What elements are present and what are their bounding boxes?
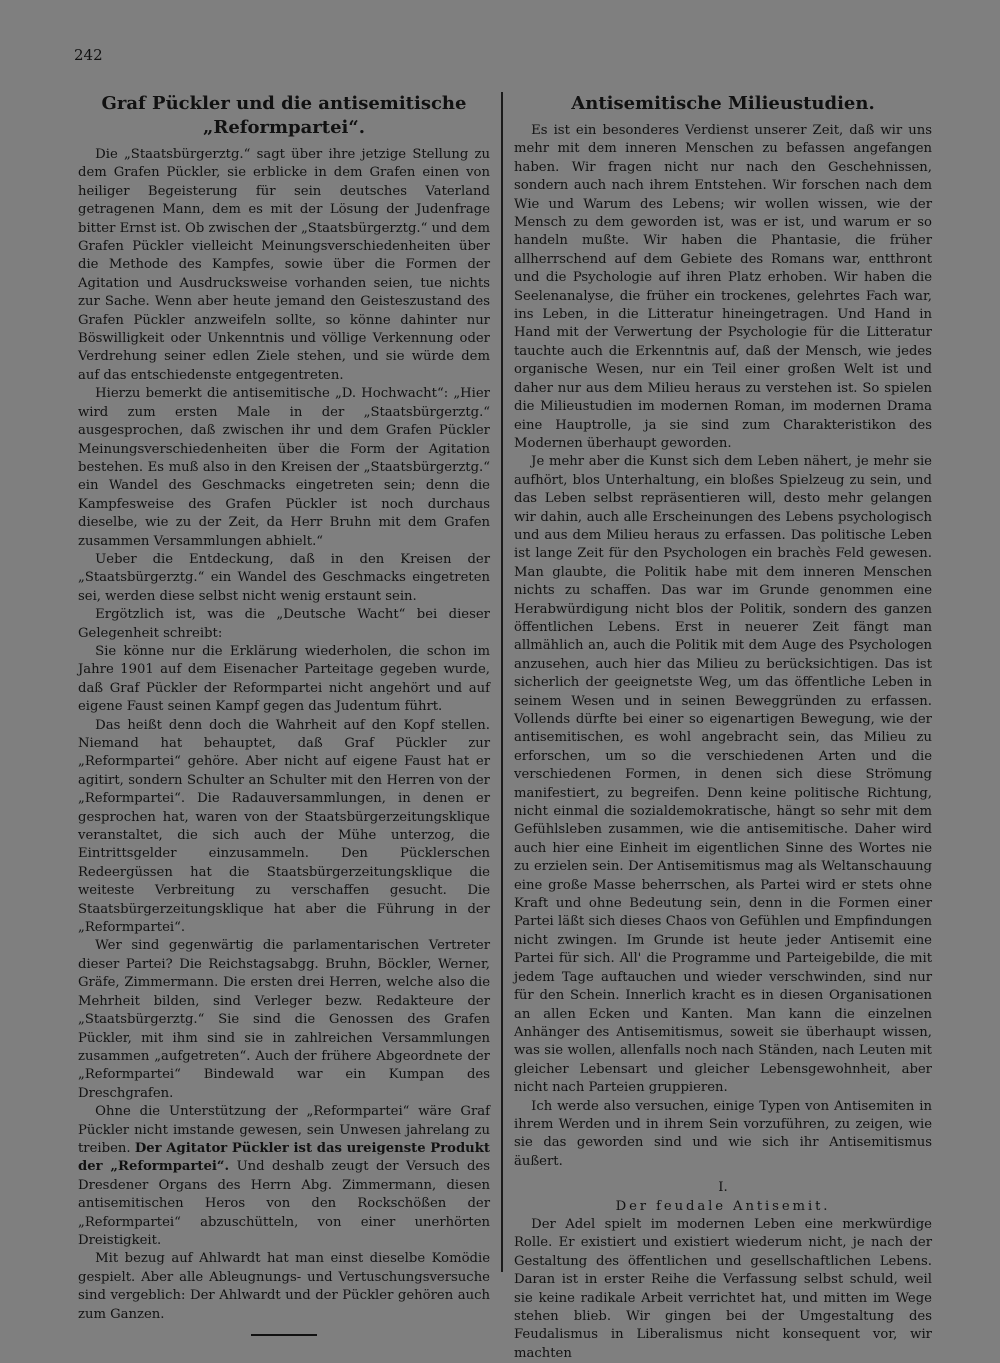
paragraph: Mit bezug auf Ahlwardt hat man einst dieselbe Komödie gespielt. Aber alle Ableugnungs- und Vertuschungsversuche sind vergeblich: Der Ahlwardt und der Pückler gehören auch zum Ganzen. bbox=[78, 1251, 490, 1322]
column-divider bbox=[501, 92, 503, 1272]
right-article-title: Antisemitische Milieustudien. bbox=[571, 93, 875, 114]
paragraph-text: Ohne die Unterstützung der „Reformpartei“ wäre Graf Pückler nicht imstande gewesen, sein Unwesen jahrelang zu treiben. bbox=[78, 1104, 490, 1156]
paragraph: Die „Staatsbürgerztg.“ sagt über ihre jetzige Stellung zu dem Grafen Pückler, sie erblicke in dem Grafen einen von heiliger Begeisterung für sein deutsches Vaterland getragenen Mann, dem es mit der Lösung der Judenfrage bitter Ernst ist. Ob zwischen der „Staatsbürgerztg.“ und dem Grafen Pückler vielleicht Meinungsverschiedenheiten über die Methode des Kampfes, sowie über die Formen der Agitation und Ausdrucksweise vorhanden seien, tue nichts zur Sache. Wenn aber heute jemand den Geisteszustand des Grafen Pückler anzweifeln sollte, so könne dahinter nur Böswilligkeit oder Unkenntnis und völlige Verkennung oder Verdrehung seiner edlen Ziele stehen, und sie würde dem auf das entschiedenste entgegentreten. bbox=[78, 147, 490, 383]
left-title-line-2: „Reformpartei“. bbox=[203, 117, 365, 138]
paragraph: Je mehr aber die Kunst sich dem Leben nähert, je mehr sie aufhört, blos Unterhaltung, ein bloßes Spielzeug zu sein, und das Leben selbst repräsentieren will, desto mehr gelangen wir dahin, auch alle Erscheinungen des Lebens psychologisch und aus dem Milieu heraus zu erfassen. Das politische Leben ist lange Zeit für den Psychologen ein brachès Feld gewesen. Man glaubte, die Politik habe mit dem inneren Menschen nichts zu schaffen. Das war im Grunde genommen eine Herabwürdigung nicht blos der Politik, sondern des ganzen öffentlichen Lebens. Erst in neuerer Zeit fängt man allmählich an, auch die Politik mit dem Auge des Psychologen anzusehen, auch hier das Milieu zu berücksichtigen. Das ist sicherlich der geeignetste Weg, um das öffentliche Leben in seinem Wesen und in seinen Beweggründen zu erfassen. Vollends dürfte bei einer so eigenartigen Bewegung, wie der antisemitischen, es wohl angebracht sein, das Milieu zu erforschen, um so die verschiedenen Arten und die verschiedenen Formen, in denen sich diese Strömung manifestiert, zu begreifen. Denn keine politische Richtung, nicht einmal die sozialdemokratische, hängt so sehr mit dem Gefühlsleben zusammen, wie die antisemitische. Daher wird auch hier eine Einheit im eigentlichen Sinne des Wortes nie zu erzielen sein. Der Antisemitismus mag als Weltanschauung eine große Masse beherrschen, als Partei wird er stets ohne Kraft und ohne Bedeutung sein, denn in die Formen einer Partei läßt sich dieses Chaos von Gefühlen und Empfindungen nicht zwingen. Im Grunde ist heute jeder Antisemit eine Partei für sich. All' die Programme und Parteigebilde, die mit jedem Tage auftauchen und wieder verschwinden, sind nur für den Schein. Innerlich kracht es in diesen Organisationen an allen Ecken und Kanten. Man kann die einzelnen Anhänger des Antisemitismus, soweit sie überhaupt wissen, was sie wollen, allenfalls noch nach Ständen, nach Leuten mit gleicher Lebensart und gleicher Lebensgewohnheit, aber nicht nach Parteien gruppieren. bbox=[514, 454, 932, 1096]
paragraph: Sie könne nur die Erklärung wiederholen, die schon im Jahre 1901 auf dem Eisenacher Parteitage gegeben wurde, daß Graf Pückler der Reformpartei nicht angehört und auf eigene Faust seinen Kampf gegen das Judentum führt. bbox=[78, 643, 490, 715]
right-column bbox=[514, 92, 932, 1363]
emphasized-statement: Der Agitator Pückler ist das ureigenste Produkt der „Reformpartei“. bbox=[78, 1140, 490, 1175]
paragraph: Es ist ein besonderes Verdienst unserer Zeit, daß wir uns mehr mit dem inneren Menschen zu befassen angefangen haben. Wir fragen nicht nur nach den Geschehnissen, sondern auch nach ihrem Entstehen. Wir forschen nach dem Wie und Warum des Lebens; wir wollen wissen, wie der Mensch zu dem geworden ist, was er ist, und warum er so handeln mußte. Wir haben die Phantasie, die früher allherrschend auf dem Gebiete des Romans war, entthront und die Psychologie auf ihren Platz erhoben. Wir haben die Seelenanalyse, die früher ein trockenes, gelehrtes Fach war, ins Leben, in die Litteratur hineingetragen. Und Hand in Hand mit der Verwertung der Psychologie für die Litteratur tauchte auch die Erkenntnis auf, daß der Mensch, wie jedes organische Wesen, nur ein Teil einer großen Welt ist und daher nur aus dem Milieu heraus zu verstehen ist. So spielen die Milieustudien im modernen Roman, im modernen Drama eine Hauptrolle, ja sie sind zum Charakteristikon des Modernen überhaupt geworden. bbox=[514, 123, 932, 451]
left-article-title bbox=[78, 92, 490, 140]
page-number: 242 bbox=[74, 46, 103, 64]
paragraph: Hierzu bemerkt die antisemitische „D. Hochwacht“: „Hier wird zum ersten Male in der „Staatsbürgerztg.“ ausgesprochen, daß zwischen ihr und dem Grafen Pückler Meinungsverschiedenheiten über die Form der Agitation bestehen. Es muß also in den Kreisen der „Staatsbürgerztg.“ ein Wandel des Geschmacks eingetreten sein; denn die Kampfesweise des Grafen Pückler ist noch durchaus dieselbe, wie zu der Zeit, da Herr Bruhn mit dem Grafen zusammen Versammlungen abhielt.“ bbox=[78, 386, 490, 549]
section-title: Der feudale Antisemit. bbox=[615, 1198, 831, 1214]
paragraph bbox=[78, 1103, 490, 1250]
article-end-rule bbox=[251, 1334, 317, 1336]
paragraph: Ergötzlich ist, was die „Deutsche Wacht“ bei dieser Gelegenheit schreibt: bbox=[78, 607, 490, 641]
section-number: I. bbox=[718, 1180, 728, 1196]
paragraph: Ueber die Entdeckung, daß in den Kreisen der „Staatsbürgerztg.“ ein Wandel des Geschmacks eingetreten sei, werden diese selbst nicht wenig erstaunt sein. bbox=[78, 551, 490, 604]
left-title-line-1: Graf Pückler und die antisemitische bbox=[101, 93, 467, 114]
paragraph: Das heißt denn doch die Wahrheit auf den Kopf stellen. Niemand hat behauptet, daß Graf Pückler zur „Reformpartei“ gehöre. Aber nicht auf eigene Faust hat er agitirt, sondern Schulter an Schulter mit den Herren von der „Reformpartei“. Die Radauversammlungen, in denen er gesprochen hat, waren von der Staatsbürgerzeitungsklique veranstaltet, die sich auch der Mühe unterzog, die Eintrittsgelder einzusammeln. Den Pücklerschen Redeergüssen hat die Staatsbürgerzeitungsklique die weiteste Verbreitung zu verschaffen gesucht. Die Staatsbürgerzeitungsklique hat aber die Führung in der „Reformpartei“. bbox=[78, 717, 490, 936]
paragraph: Wer sind gegenwärtig die parlamentarischen Vertreter dieser Partei? Die Reichstagsabgg. Bruhn, Böckler, Werner, Gräfe, Zimmermann. Die ersten drei Herren, welche also die Mehrheit bilden, sind Verleger bezw. Redakteure der „Staatsbürgerztg.“ Sie sind die Genossen des Grafen Pückler, mit ihm sind sie in zahlreichen Versammlungen zusammen „aufgetreten“. Auch der frühere Abgeordnete der „Reformpartei“ Bindewald war ein Kumpan des Dreschgrafen. bbox=[78, 938, 490, 1101]
paragraph: Der Adel spielt im modernen Leben eine merkwürdige Rolle. Er existiert und existiert wiederum nicht, je nach der Gestaltung des öffentlichen und gesellschaftlichen Lebens. Daran ist in erster Reihe die Verfassung selbst schuld, weil sie keine radikale Arbeit verrichtet hat, und mitten im Wege stehen blieb. Wir gingen bei der Umgestaltung des Feudalismus in Liberalismus nicht konsequent vor, wir machten bbox=[514, 1216, 932, 1361]
paragraph-text: Und deshalb zeugt der Versuch des Dresdener Organs des Herrn Abg. Zimmermann, diesen antisemitischen Heros von den Rockschößen der „Reformpartei“ abzuschütteln, von einer unerhörten Dreistigkeit. bbox=[78, 1159, 490, 1248]
paragraph: Ich werde also versuchen, einige Typen von Antisemiten in ihrem Werden und in ihrem Sein vorzuführen, zu zeigen, wie sie das geworden sind und wie sich ihr Antisemitismus äußert. bbox=[514, 1098, 932, 1169]
left-column bbox=[78, 92, 490, 1336]
